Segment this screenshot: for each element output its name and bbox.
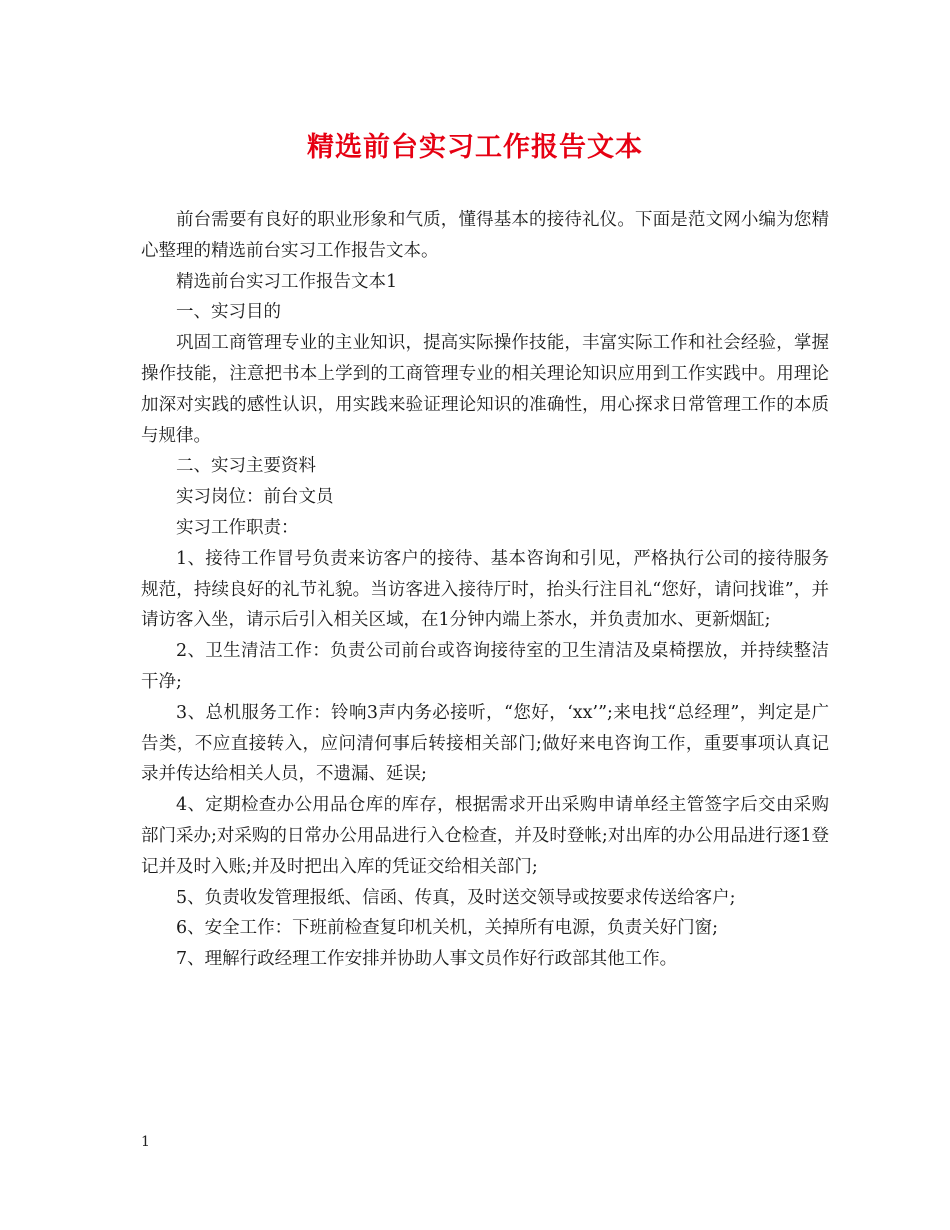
paragraph-purpose: 巩固工商管理专业的主业知识，提高实际操作技能，丰富实际工作和社会经验，掌握操作技能，注意把书本上学到的工商管理专业的相关理论知识应用到工作实践中。用理论加深对实践的感性认识，用实践来验证理论知识的准确性，用心探求日常管理工作的本质与规律。 — [141, 333, 829, 446]
paragraph-heading-purpose: 一、实习目的 — [176, 302, 281, 323]
document-body — [141, 205, 829, 975]
paragraph-duty-3: 3、总机服务工作：铃响3声内务必接听，“您好，‘xx’”;来电找“总经理”，判定是广告类，不应直接转入，应问清何事后转接相关部门;做好来电咨询工作，重要事项认真记录并传达给相关人员，不遗漏、延误; — [141, 702, 829, 785]
paragraph-heading-content: 二、实习主要资料 — [176, 456, 316, 477]
paragraph-duty-1: 1、接待工作冒号负责来访客户的接待、基本咨询和引见，严格执行公司的接待服务规范，持续良好的礼节礼貌。当访客进入接待厅时，抬头行注目礼“您好，请问找谁”，并请访客入坐，请示后引入相关区域，在1分钟内端上茶水，并负责加水、更新烟缸; — [141, 548, 829, 631]
paragraph-position: 实习岗位：前台文员 — [176, 487, 334, 508]
paragraph-section-title: 精选前台实习工作报告文本1 — [176, 271, 398, 292]
paragraph-duty-4: 4、定期检查办公用品仓库的库存，根据需求开出采购申请单经主管签字后交由采购部门采办;对采购的日常办公用品进行入仓检查，并及时登帐;对出库的办公用品进行逐1登记并及时入账;并及时把出入库的凭证交给相关部门; — [141, 795, 829, 877]
paragraph-intro: 前台需要有良好的职业形象和气质，懂得基本的接待礼仪。下面是范文网小编为您精心整理的精选前台实习工作报告文本。 — [141, 210, 829, 261]
document-title: 精选前台实习工作报告文本 — [307, 132, 643, 163]
paragraph-duty-5: 5、负责收发管理报纸、信函、传真，及时送交领导或按要求传送给客户; — [176, 887, 736, 908]
paragraph-duty-7: 7、理解行政经理工作安排并协助人事文员作好行政部其他工作。 — [176, 949, 678, 970]
paragraph-duty-6: 6、安全工作：下班前检查复印机关机，关掉所有电源，负责关好门窗; — [176, 918, 719, 939]
page-number: 1 — [141, 1134, 150, 1150]
paragraph-duties-heading: 实习工作职责： — [176, 517, 299, 538]
paragraph-duty-2: 2、卫生清洁工作：负责公司前台或咨询接待室的卫生清洁及桌椅摆放，并持续整洁干净; — [141, 641, 829, 692]
